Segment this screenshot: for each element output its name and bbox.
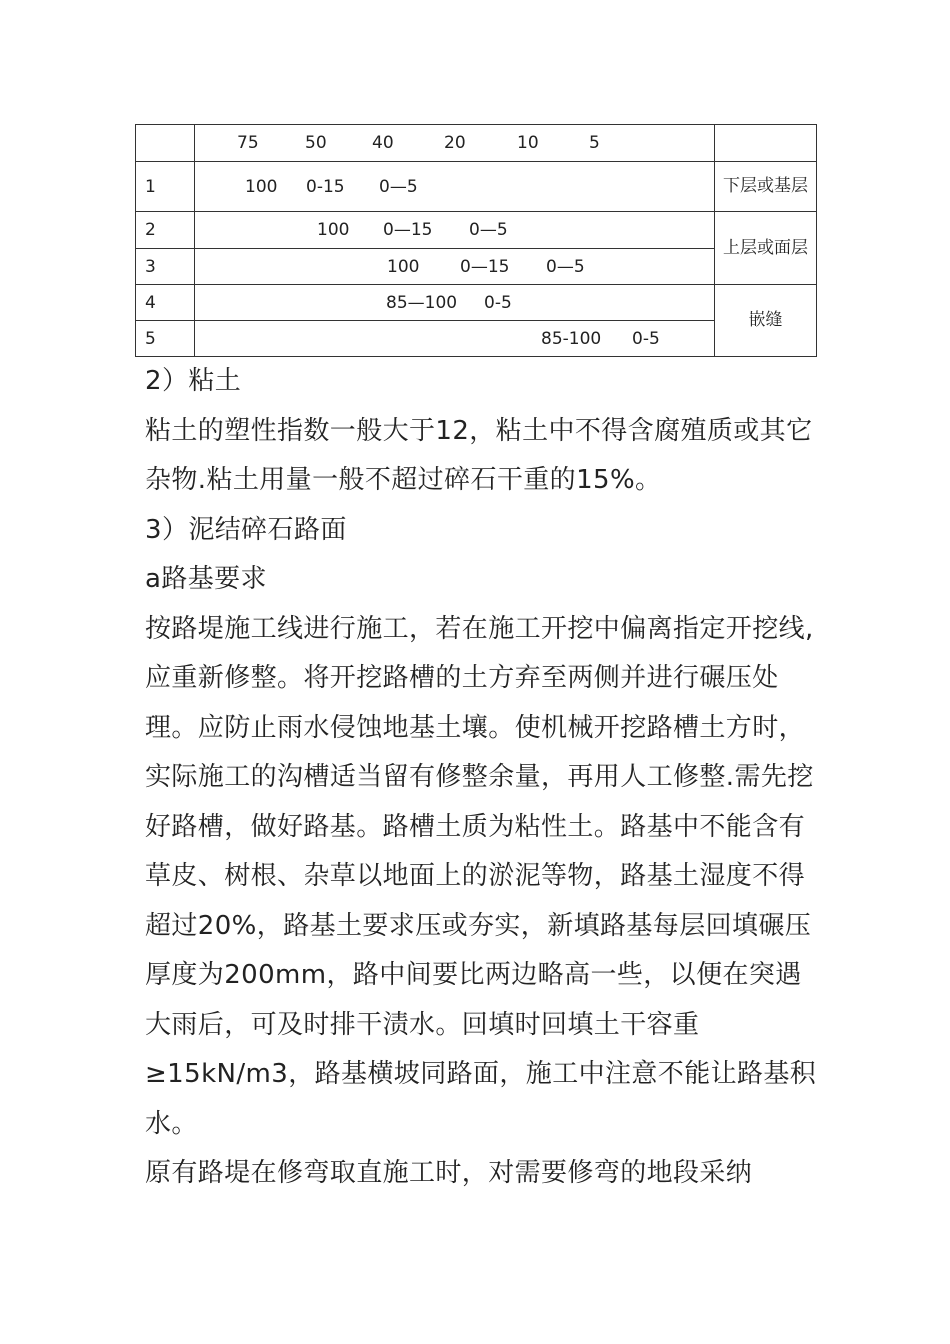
table-row (136, 212, 817, 249)
table-row (136, 249, 817, 285)
row-values (195, 285, 715, 321)
row-index: 3 (136, 249, 195, 285)
row-value: 100 (317, 220, 350, 240)
header-use-cell (715, 125, 817, 162)
row-values (195, 249, 715, 285)
header-index-cell (136, 125, 195, 162)
row-index: 4 (136, 285, 195, 321)
row-value: 0—5 (469, 220, 508, 240)
row-use: 嵌缝 (715, 285, 817, 357)
row-index: 1 (136, 162, 195, 212)
row-value: 0—5 (546, 256, 585, 277)
row-value: 0-5 (484, 292, 512, 313)
row-use: 下层或基层 (715, 162, 817, 212)
size-label: 5 (589, 133, 600, 153)
table-row (136, 285, 817, 321)
row-index: 5 (136, 321, 195, 357)
paragraph-embankment: 原有路堤在修弯取直施工时，对需要修弯的地段采纳 (145, 1158, 753, 1188)
row-value: 85—100 (386, 292, 458, 313)
size-label: 40 (372, 133, 394, 153)
row-index: 2 (136, 212, 195, 249)
paragraph-subgrade: 按路堤施工线进行施工，若在施工开挖中偏离指定开挖线,应重新修整。将开挖路槽的土方弃至两侧并进行碾压处理。应防止雨水侵蚀地基土壤。使机械开挖路槽土方时，实际施工的沟槽适当留有修整余量，再用人工修整.需先挖好路槽，做好路基。路槽土质为粘性土。路基中不能含有草皮、树根、杂草以地面上的淤泥等物，路基土湿度不得超过20%，路基土要求压或夯实，新填路基每层回填碾压厚度为200mm，路中间要比两边略高一些，以便在突遇大雨后，可及时排干渍水。回填时回填土干容重≥15kN/m3，路基横坡同路面，施工中注意不能让路基积水。 (145, 613, 817, 1139)
row-value: 0-15 (306, 176, 345, 197)
row-value: 100 (387, 256, 420, 277)
size-label: 10 (517, 133, 539, 153)
paragraph-clay: 粘土的塑性指数一般大于12，粘土中不得含腐殖质或其它杂物.粘土用量一般不超过碎石干重的15%。 (145, 415, 813, 495)
row-value: 0-5 (632, 328, 660, 349)
row-value: 100 (245, 176, 278, 197)
header-sizes-cell (195, 125, 715, 162)
row-use: 上层或面层 (715, 212, 817, 285)
size-label: 50 (305, 133, 327, 153)
document-body (145, 357, 825, 1199)
section-heading-pavement: 3）泥结碎石路面 (145, 514, 347, 545)
size-label: 20 (444, 133, 466, 153)
row-value: 0—15 (460, 256, 510, 277)
table-header-row (136, 125, 817, 162)
table-row (136, 321, 817, 357)
row-value: 85-100 (541, 328, 602, 349)
row-values (195, 321, 715, 357)
table-row (136, 162, 817, 212)
section-heading-clay: 2）粘土 (145, 366, 242, 396)
subheading-subgrade: a路基要求 (145, 564, 267, 594)
row-value: 0—5 (379, 176, 418, 197)
row-values (195, 212, 715, 249)
row-value: 0—15 (383, 220, 433, 240)
size-label: 75 (237, 133, 259, 153)
row-values (195, 162, 715, 212)
gradation-table (135, 124, 817, 357)
